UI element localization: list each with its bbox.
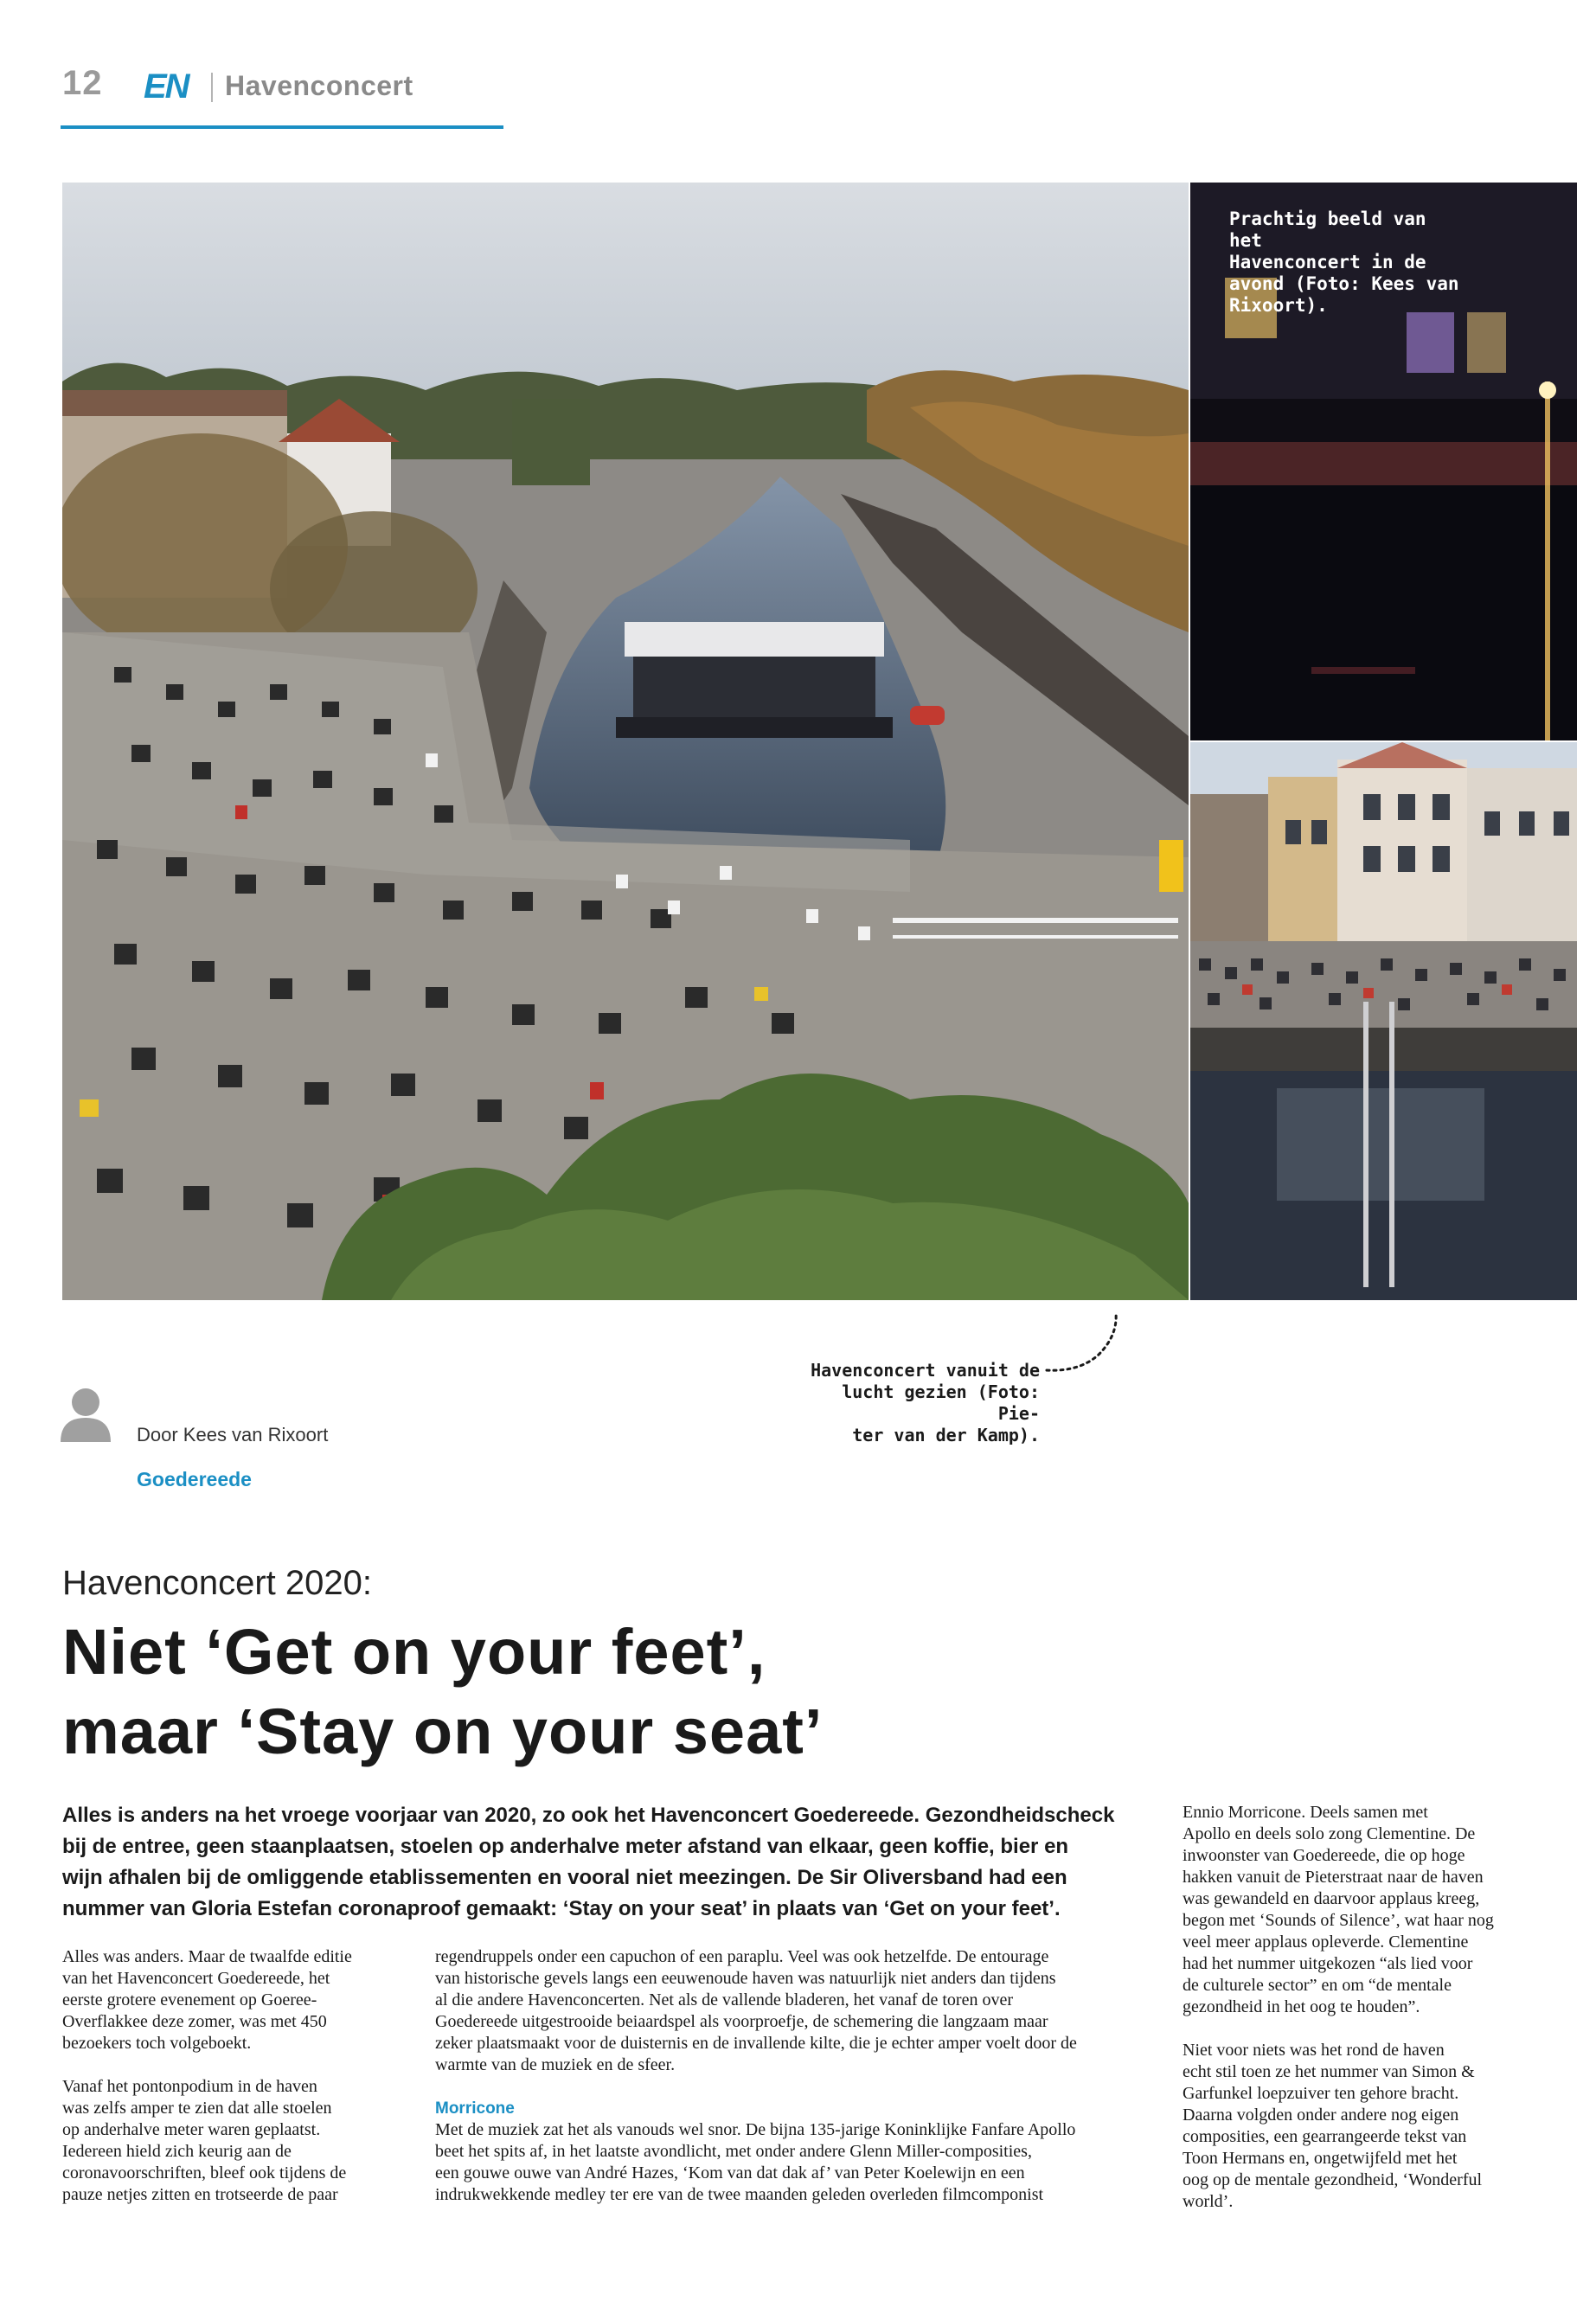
article-headline xyxy=(62,1612,823,1772)
body-paragraph xyxy=(62,2076,387,2206)
body-line: inwoonster van Goedereede, die op hoge xyxy=(1183,1846,1465,1865)
body-line: composities, een gearrangeerde tekst van xyxy=(1183,2127,1467,2146)
caption-pointer-arrow xyxy=(1045,1311,1123,1381)
body-line: hakken vanuit de Pieterstraat naar de haven xyxy=(1183,1868,1484,1887)
intro-line: bij de entree, geen staanplaatsen, stoelen op anderhalve meter afstand van elkaar, geen koffie, bier en xyxy=(62,1835,1069,1858)
body-line: Overflakkee deze zomer, was met 450 xyxy=(62,2012,327,2031)
author-avatar-icon xyxy=(61,1387,111,1442)
aerial-harbour-photo xyxy=(62,183,1189,1300)
body-column-2 xyxy=(435,1946,1153,2227)
body-paragraph xyxy=(1183,1802,1529,2018)
intro-line: Alles is anders na het vroege voorjaar van 2020, zo ook het Havenconcert Goedereede. Gezondheidscheck xyxy=(62,1804,1115,1827)
body-line: Apollo en deels solo zong Clementine. De xyxy=(1183,1824,1476,1843)
body-line: was gewandeld en daarvoor applaus kreeg, xyxy=(1183,1889,1480,1908)
article-intro xyxy=(62,1800,1157,1925)
body-line: warmte van de muziek en de sfeer. xyxy=(435,2055,676,2074)
body-line: Alles was anders. Maar de twaalfde editie xyxy=(62,1947,352,1966)
body-line: Ennio Morricone. Deels samen met xyxy=(1183,1803,1428,1822)
caption-line: ter van der Kamp). xyxy=(852,1425,1040,1445)
headline-line: Niet ‘Get on your feet’, xyxy=(62,1616,766,1688)
intro-line: wijn afhalen bij de omliggende etablissementen en vooral niet meezingen. De Sir Oliversband had een xyxy=(62,1866,1067,1889)
body-line: de culturele sector” en om “de mentale xyxy=(1183,1976,1452,1995)
body-line: oog op de mentale gezondheid, ‘Wonderful xyxy=(1183,2170,1483,2189)
caption-line: avond (Foto: Kees van xyxy=(1229,273,1459,294)
aerial-photo-caption xyxy=(804,1360,1040,1446)
body-line: zeker plaatsmaakt voor de duisternis en de invallende kilte, die je echter amper voelt door de xyxy=(435,2034,1077,2053)
body-line: pauze netjes zitten en trotseerde de paar xyxy=(62,2185,338,2204)
body-line: Iedereen hield zich keurig aan de xyxy=(62,2142,292,2161)
body-line: world’. xyxy=(1183,2192,1234,2211)
section-title: Havenconcert xyxy=(225,70,413,101)
body-line: beet het spits af, in het laatste avondlicht, met onder andere Glenn Miller-composities, xyxy=(435,2142,1032,2161)
body-line: van historische gevels langs een eeuwenoude haven was natuurlijk niet anders dan tijdens xyxy=(435,1969,1056,1988)
body-line: van het Havenconcert Goedereede, het xyxy=(62,1969,330,1988)
caption-line: lucht gezien (Foto: Pie- xyxy=(842,1381,1040,1424)
body-paragraph xyxy=(62,1946,387,2054)
body-paragraph xyxy=(435,1946,1153,2076)
body-line: Garfunkel loepzuiver ten gehore bracht. xyxy=(1183,2084,1459,2103)
article-kicker: Havenconcert 2020: xyxy=(62,1564,373,1602)
intro-line: nummer van Gloria Estefan coronaproof gemaakt: ‘Stay on your seat’ in plaats van ‘Get on your feet’. xyxy=(62,1897,1061,1920)
page-number: 12 xyxy=(62,64,103,102)
body-line: Goedereede uitgestrooide beiaardspel als voorproefje, de schemering die langzaam maar xyxy=(435,2012,1048,2031)
author-byline: Door Kees van Rixoort xyxy=(137,1424,329,1445)
body-line: op anderhalve meter waren geplaatst. xyxy=(62,2120,321,2139)
body-line: Toon Hermans en, ongetwijfeld met het xyxy=(1183,2149,1458,2168)
header-rule xyxy=(61,125,503,129)
body-line: echt stil toen ze het nummer van Simon & xyxy=(1183,2062,1475,2081)
body-line: regendruppels onder een capuchon of een paraplu. Veel was ook hetzelfde. De entourage xyxy=(435,1947,1049,1966)
caption-line: Havenconcert vanuit de xyxy=(811,1360,1040,1381)
article-location: Goedereede xyxy=(137,1468,252,1490)
body-line: Vanaf het pontonpodium in de haven xyxy=(62,2077,317,2096)
section-subhead: Morricone xyxy=(435,2099,515,2118)
caption-line: Rixoort). xyxy=(1229,295,1328,316)
body-line: had het nummer uitgekozen “als lied voor xyxy=(1183,1954,1473,1973)
body-line: coronavoorschriften, bleef ook tijdens de xyxy=(62,2163,347,2182)
body-line: gezondheid in het oog te houden”. xyxy=(1183,1997,1420,2016)
body-paragraph xyxy=(435,2119,1153,2206)
body-line: Daarna volgden onder andere nog eigen xyxy=(1183,2106,1459,2125)
body-line: Niet voor niets was het rond de haven xyxy=(1183,2041,1445,2060)
body-line: al die andere Havenconcerten. Net als de vallende bladeren, het vanaf de toren over xyxy=(435,1990,1013,2009)
caption-line: Prachtig beeld van het xyxy=(1229,208,1426,251)
header-divider xyxy=(211,73,213,102)
body-line: eerste grotere evenement op Goeree- xyxy=(62,1990,317,2009)
night-photo-caption xyxy=(1229,208,1463,317)
headline-line: maar ‘Stay on your seat’ xyxy=(62,1695,824,1767)
body-column-3 xyxy=(1183,1802,1529,2234)
body-line: veel meer applaus opleverde. Clementine xyxy=(1183,1932,1469,1952)
en-logo: EN xyxy=(144,67,189,106)
body-line: begon met ‘Sounds of Silence’, wat haar nog xyxy=(1183,1911,1494,1930)
body-line: indrukwekkende medley ter ere van de twee maanden geleden overleden filmcomponist xyxy=(435,2185,1044,2204)
body-line: was zelfs amper te zien dat alle stoelen xyxy=(62,2099,332,2118)
body-paragraph xyxy=(1183,2040,1529,2213)
caption-line: Havenconcert in de xyxy=(1229,252,1426,272)
harbour-houses-photo xyxy=(1190,742,1577,1300)
body-line: een gouwe ouwe van André Hazes, ‘Kom van dat dak af’ van Peter Koelewijn en een xyxy=(435,2163,1025,2182)
body-column-1 xyxy=(62,1946,387,2227)
body-line: bezoekers toch volgeboekt. xyxy=(62,2034,252,2053)
body-line: Met de muziek zat het als vanouds wel snor. De bijna 135-jarige Koninklijke Fanfare Apollo xyxy=(435,2120,1076,2139)
